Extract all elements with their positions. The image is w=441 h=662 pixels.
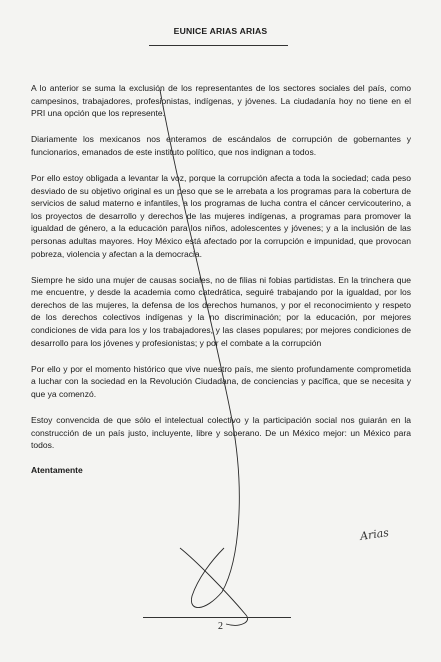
page-number: 2 bbox=[218, 621, 223, 632]
header-underline bbox=[149, 45, 288, 46]
paragraph: Siempre he sido una mujer de causas sociales, no de filias ni fobias partidistas. En la trinchera que me encuentre, y desde la academia como catedrática, seguiré trabajando por la igualdad, por los derechos de las mujeres, la defensa de los derechos humanos, y por el reconocimiento y respeto de los derechos colectivos indígenas y la no discriminación; por la educación, por mejores condiciones de vida para los y los trabajadores, y las clases populares; por mejores condiciones de desarrollo para los jóvenes y profesionistas; y por el combate a la corrupción bbox=[31, 274, 411, 348]
paragraph: Por ello y por el momento histórico que vive nuestro país, me siento profundamente comprometida a luchar con la sociedad en la Revolución Ciudadana, de conciencias y pacífica, que se necesita y que ya comenzó. bbox=[31, 363, 411, 399]
margin-signature: Arias bbox=[359, 526, 390, 543]
paragraph: Por ello estoy obligada a levantar la voz, porque la corrupción afecta a toda la sociedad; cada peso desviado de su objetivo original es un peso que se le arrebata a los programas para la cobertura de servicios de salud materno e infantiles, a los programas de lucha contra el cáncer cervicouterino, a los proyectos de desarrollo y derechos de las mujeres indígenas, a programas para promover la igualdad de género, a la educación para los niños, adolescentes y jóvenes; y a la inclusión de las personas adultas mayores. Hoy México está afectado por la corrupción e impunidad, que provocan pobreza, violencia y afectan a la democracia. bbox=[31, 172, 411, 259]
paragraph: Estoy convencida de que sólo el intelectual colectivo y la participación social nos guiarán en la construcción de un país justo, incluyente, libre y soberano. De un México mejor: un México para todos. bbox=[31, 414, 411, 451]
footer-rule bbox=[143, 617, 291, 618]
document-header: EUNICE ARIAS ARIAS bbox=[173, 26, 268, 36]
paragraph: A lo anterior se suma la exclusión de los representantes de los sectores sociales del país, como campesinos, trabajadores, profesionistas, indígenas, y jóvenes. La ciudadanía hoy no tiene en el PRI una opción que los represente. bbox=[31, 83, 411, 119]
closing-salutation: Atentamente bbox=[31, 465, 83, 476]
paragraph: Diariamente los mexicanos nos enteramos de escándalos de corrupción de gobernantes y funcionarios, emanados de este instituto político, que nos indignan a todos. bbox=[31, 134, 411, 157]
letter-body bbox=[31, 82, 411, 475]
